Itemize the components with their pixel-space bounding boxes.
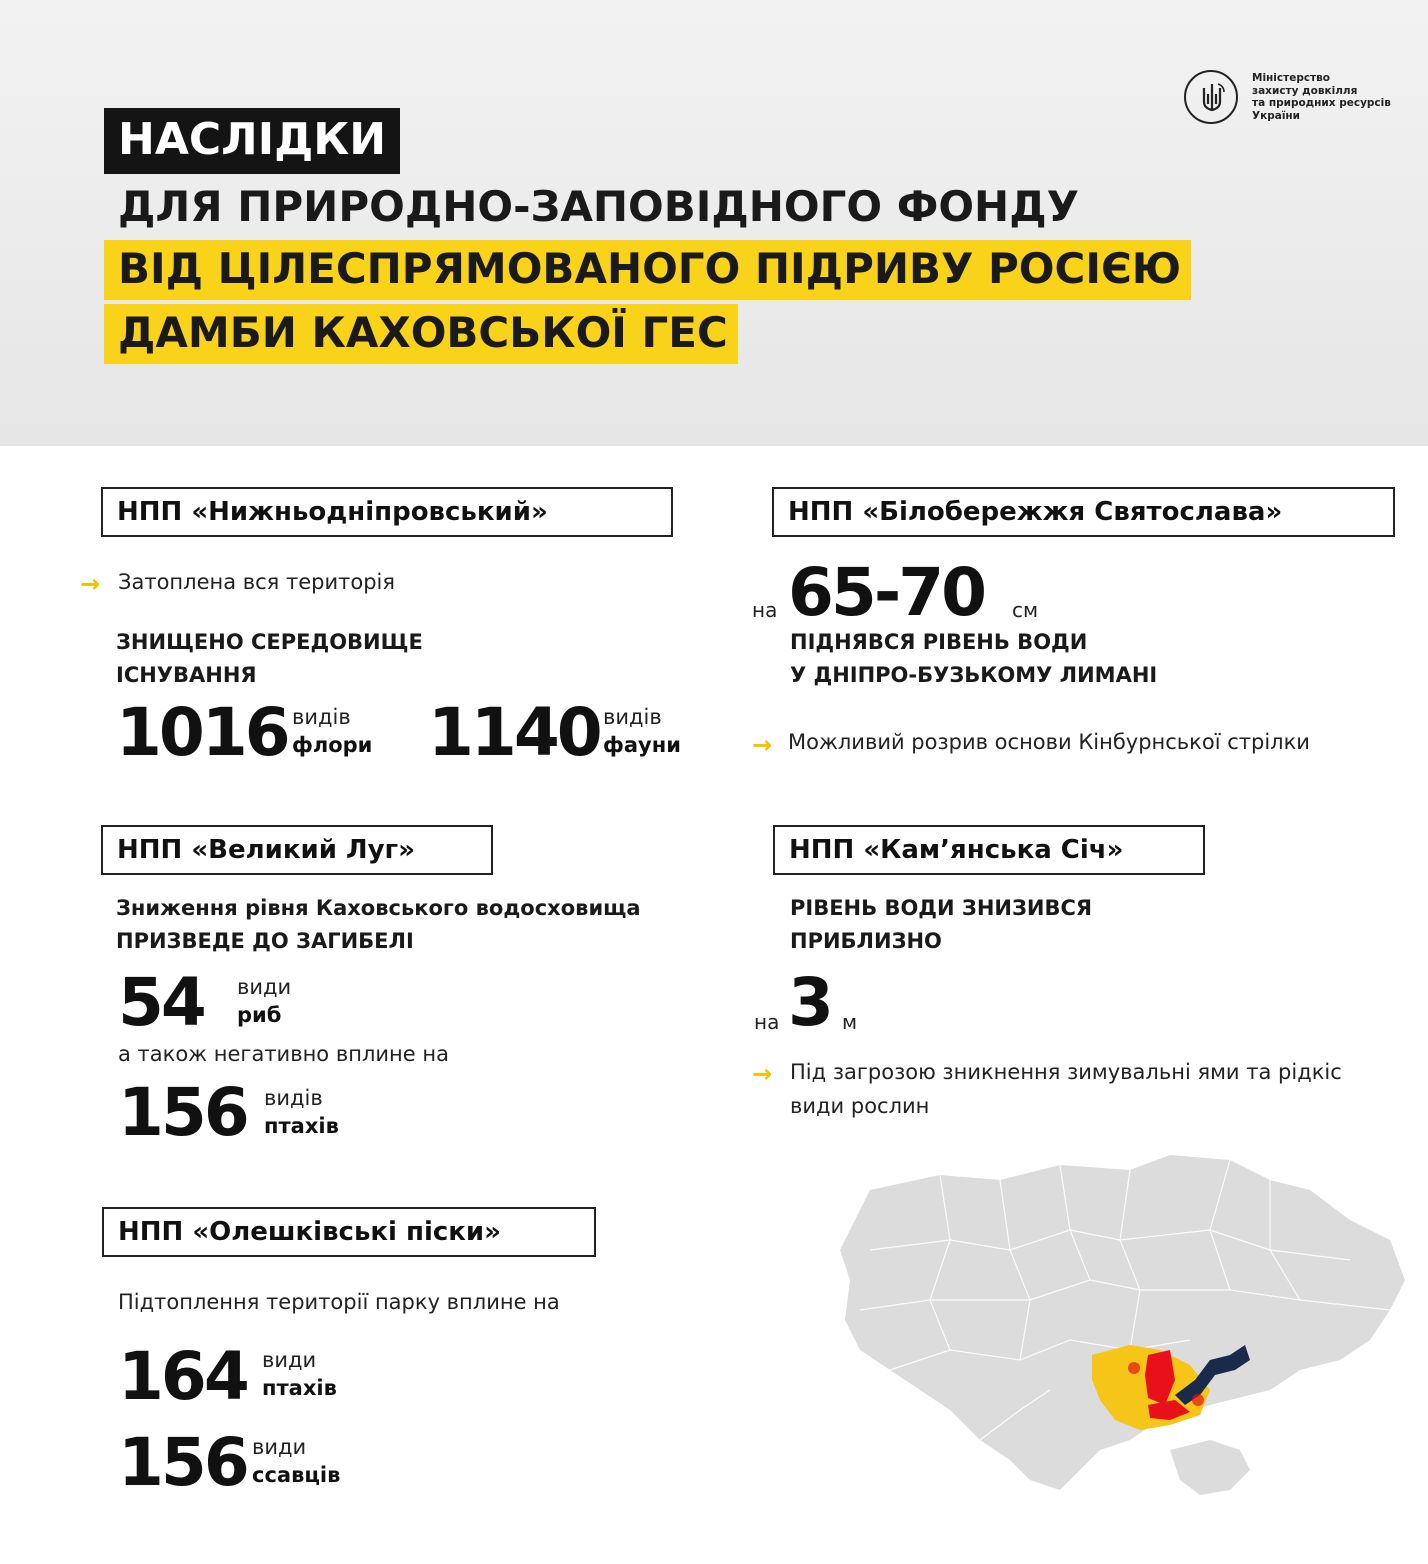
- park-title-velykyi-luh: НПП «Великий Луг»: [101, 825, 493, 875]
- park-note: види рослин: [790, 1094, 930, 1118]
- trident-emblem-icon: [1184, 70, 1238, 124]
- park-caption: РІВЕНЬ ВОДИ ЗНИЗИВСЯ: [790, 896, 1093, 920]
- header-banner: [0, 0, 1428, 446]
- ministry-name: Міністерство захисту довкілля та природних ресурсів України: [1252, 72, 1391, 122]
- park-caption: ПІДНЯВСЯ РІВЕНЬ ВОДИ: [790, 630, 1088, 654]
- title-line-3: ВІД ЦІЛЕСПРЯМОВАНОГО ПІДРИВУ РОСІЄЮ: [104, 240, 1191, 300]
- park-caption: ІСНУВАННЯ: [116, 663, 257, 687]
- prefix-label: на: [754, 1010, 780, 1034]
- birds-count: 156: [118, 1074, 247, 1151]
- park-title-oleshkivski: НПП «Олешківські піски»: [102, 1207, 596, 1257]
- park-caption: Зниження рівня Каховського водосховища: [116, 896, 641, 920]
- unit-label: см: [1012, 598, 1039, 622]
- park-caption: ЗНИЩЕНО СЕРЕДОВИЩЕ: [116, 630, 423, 654]
- park-caption: ПРИЗВЕДЕ ДО ЗАГИБЕЛІ: [116, 929, 414, 953]
- birds-count: 164: [118, 1338, 247, 1415]
- park-title-kamianska-sich: НПП «Кам’янська Січ»: [773, 825, 1205, 875]
- ministry-logo: [1184, 70, 1424, 130]
- mammals-unit: види ссавців: [252, 1435, 341, 1487]
- arrow-right-icon: →: [752, 1060, 773, 1088]
- park-caption: У ДНІПРО-БУЗЬКОМУ ЛИМАНІ: [790, 663, 1158, 687]
- ukraine-map: [830, 1150, 1410, 1554]
- title-line-2: ДЛЯ ПРИРОДНО-ЗАПОВІДНОГО ФОНДУ: [118, 182, 1079, 231]
- flora-count: 1016: [116, 694, 288, 771]
- title-line-4: ДАМБИ КАХОВСЬКОЇ ГЕС: [104, 304, 738, 364]
- arrow-right-icon: →: [752, 731, 773, 759]
- unit-label: м: [842, 1010, 858, 1034]
- park-note: Підтоплення території парку вплине на: [118, 1290, 560, 1314]
- fish-count: 54: [118, 964, 204, 1041]
- park-note: Затоплена вся територія: [118, 570, 395, 594]
- mammals-count: 156: [118, 1424, 247, 1501]
- birds-unit: види птахів: [262, 1348, 337, 1400]
- park-title-biloberezhzhia: НПП «Білобережжя Святослава»: [772, 487, 1395, 537]
- park-caption: ПРИБЛИЗНО: [790, 929, 942, 953]
- arrow-right-icon: →: [80, 570, 101, 598]
- flora-unit: видів флори: [292, 705, 373, 757]
- title-line-1: НАСЛІДКИ: [104, 108, 400, 174]
- birds-unit: видів птахів: [264, 1086, 339, 1138]
- map-country-shape: [840, 1155, 1405, 1495]
- fish-unit: види риб: [237, 975, 292, 1027]
- water-rise-value: 65-70: [788, 554, 985, 631]
- water-drop-value: 3: [788, 964, 831, 1041]
- park-note: Можливий розрив основи Кінбурнської стрілки: [788, 730, 1310, 754]
- fauna-count: 1140: [428, 694, 600, 771]
- park-title-nyzhnodniprovskyi: НПП «Нижньодніпровський»: [101, 487, 673, 537]
- fauna-unit: видів фауни: [603, 705, 681, 757]
- park-note: Під загрозою зникнення зимувальні ями та рідкіс: [790, 1060, 1342, 1084]
- park-note: а також негативно вплине на: [118, 1042, 449, 1066]
- prefix-label: на: [752, 598, 778, 622]
